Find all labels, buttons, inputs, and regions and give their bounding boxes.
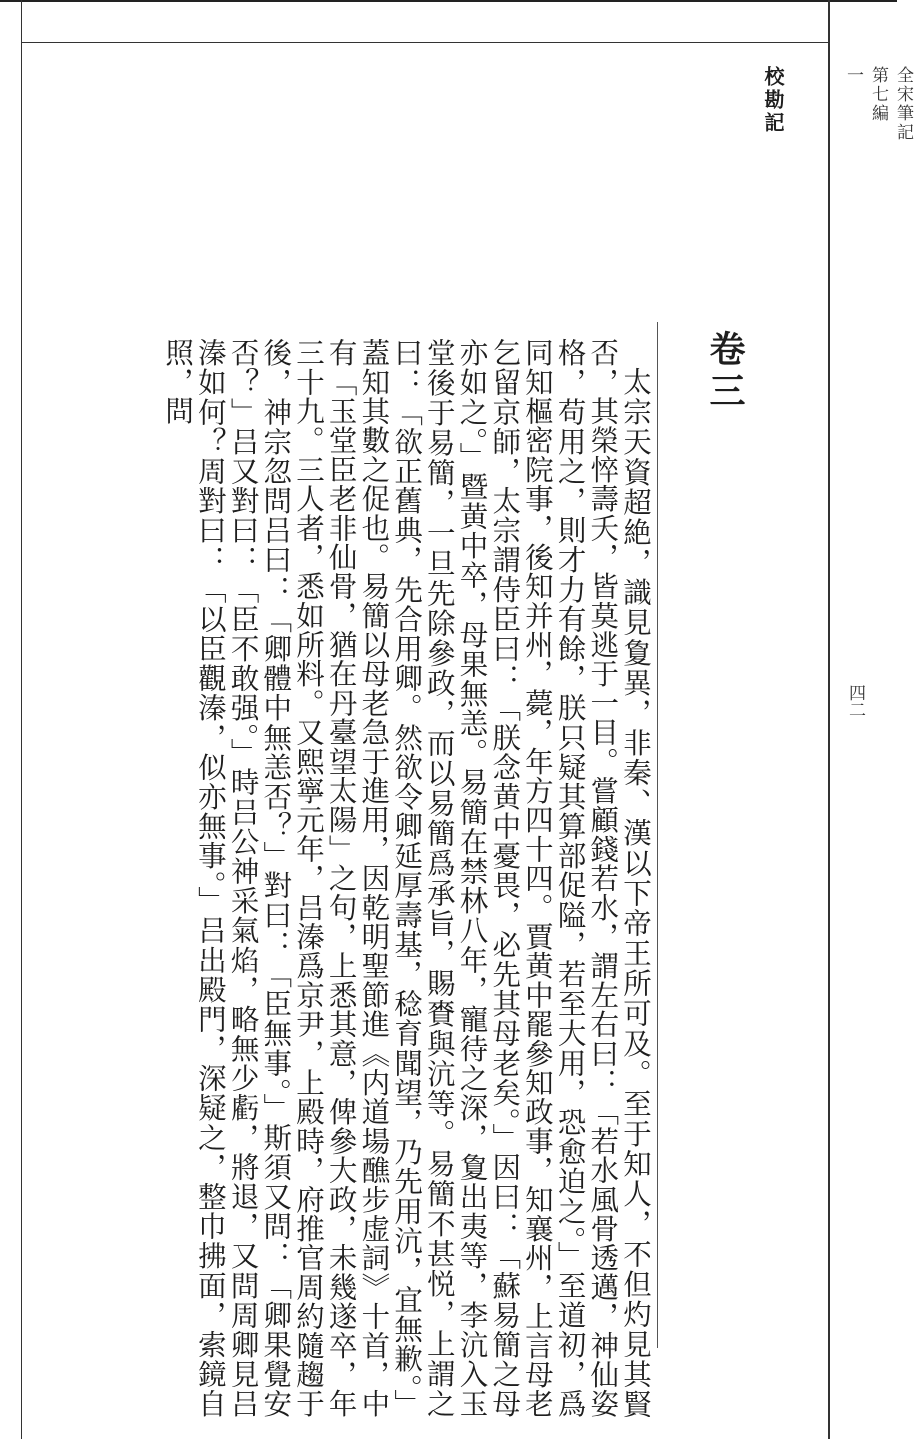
left-page-border <box>21 0 22 1439</box>
chapter-heading: 卷三 <box>704 330 746 414</box>
series-title: 全宋筆記 <box>893 66 913 142</box>
running-head <box>841 66 916 176</box>
section-label: 校勘記 <box>761 66 785 135</box>
page-number: 四二 <box>845 684 865 718</box>
inner-frame-rule <box>22 42 828 43</box>
top-rule <box>0 0 897 2</box>
right-margin-border <box>828 0 830 1439</box>
body-text <box>31 338 651 1418</box>
body-paragraph: 太宗天資超絶，識見夐異，非秦、漢以下帝王所可及。至于知人，不但灼見其賢否，其榮悴壽夭，皆莫逃于一目。嘗顧錢若水，謂左右曰：「若水風骨透邁，神仙姿格，苟用之，則才力有餘，朕只疑其算部促隘，若至大用，恐愈迫之。」至道初，爲同知樞密院事，後知并州，薨，年方四十四。賈黄中罷參知政事，知襄州，上言母老乞留京師，太宗謂侍臣曰：「朕念黄中憂畏，必先其母老矣。」因曰：「蘇易簡之母亦如之。」暨黄中卒，母果無恙。易簡在禁林八年，寵待之深，夐出夷等，李沆入玉堂後于易簡，一旦先除參政，而以易簡爲承旨，賜賚與沆等。易簡不甚悦，上謂之曰：「欲正舊典，先合用卿。然欲令卿延厚壽基，稔育聞望，乃先用沆，宜無歉。」蓋知其數之促也。易簡以母老急于進用，因乾明聖節進《内道場醮步虚詞》十首，中有「玉堂臣老非仙骨，猶在丹臺望太陽」之句，上悉其意，俾參大政，未幾遂卒，年三十九。三人者，悉如所料。又熙寧元年，吕溱爲京尹，上殿時，府推官周約隨趨于後，神宗忽問吕曰：「卿體中無恙否？」對曰：「臣無事。」斯須又問：「卿果覺安否？」吕又對曰：「臣不敢强。」時吕公神采氣焰，略無少虧，將退，又問周卿見吕溱如何？周對曰：「以臣觀溱，似亦無事。」吕出殿門，深疑之，整巾拂面，索鏡自照，問 <box>161 338 652 1418</box>
text-column-rule <box>657 322 658 1348</box>
volume-label: 第七編 <box>868 66 888 123</box>
part-label: 一 <box>843 66 863 85</box>
